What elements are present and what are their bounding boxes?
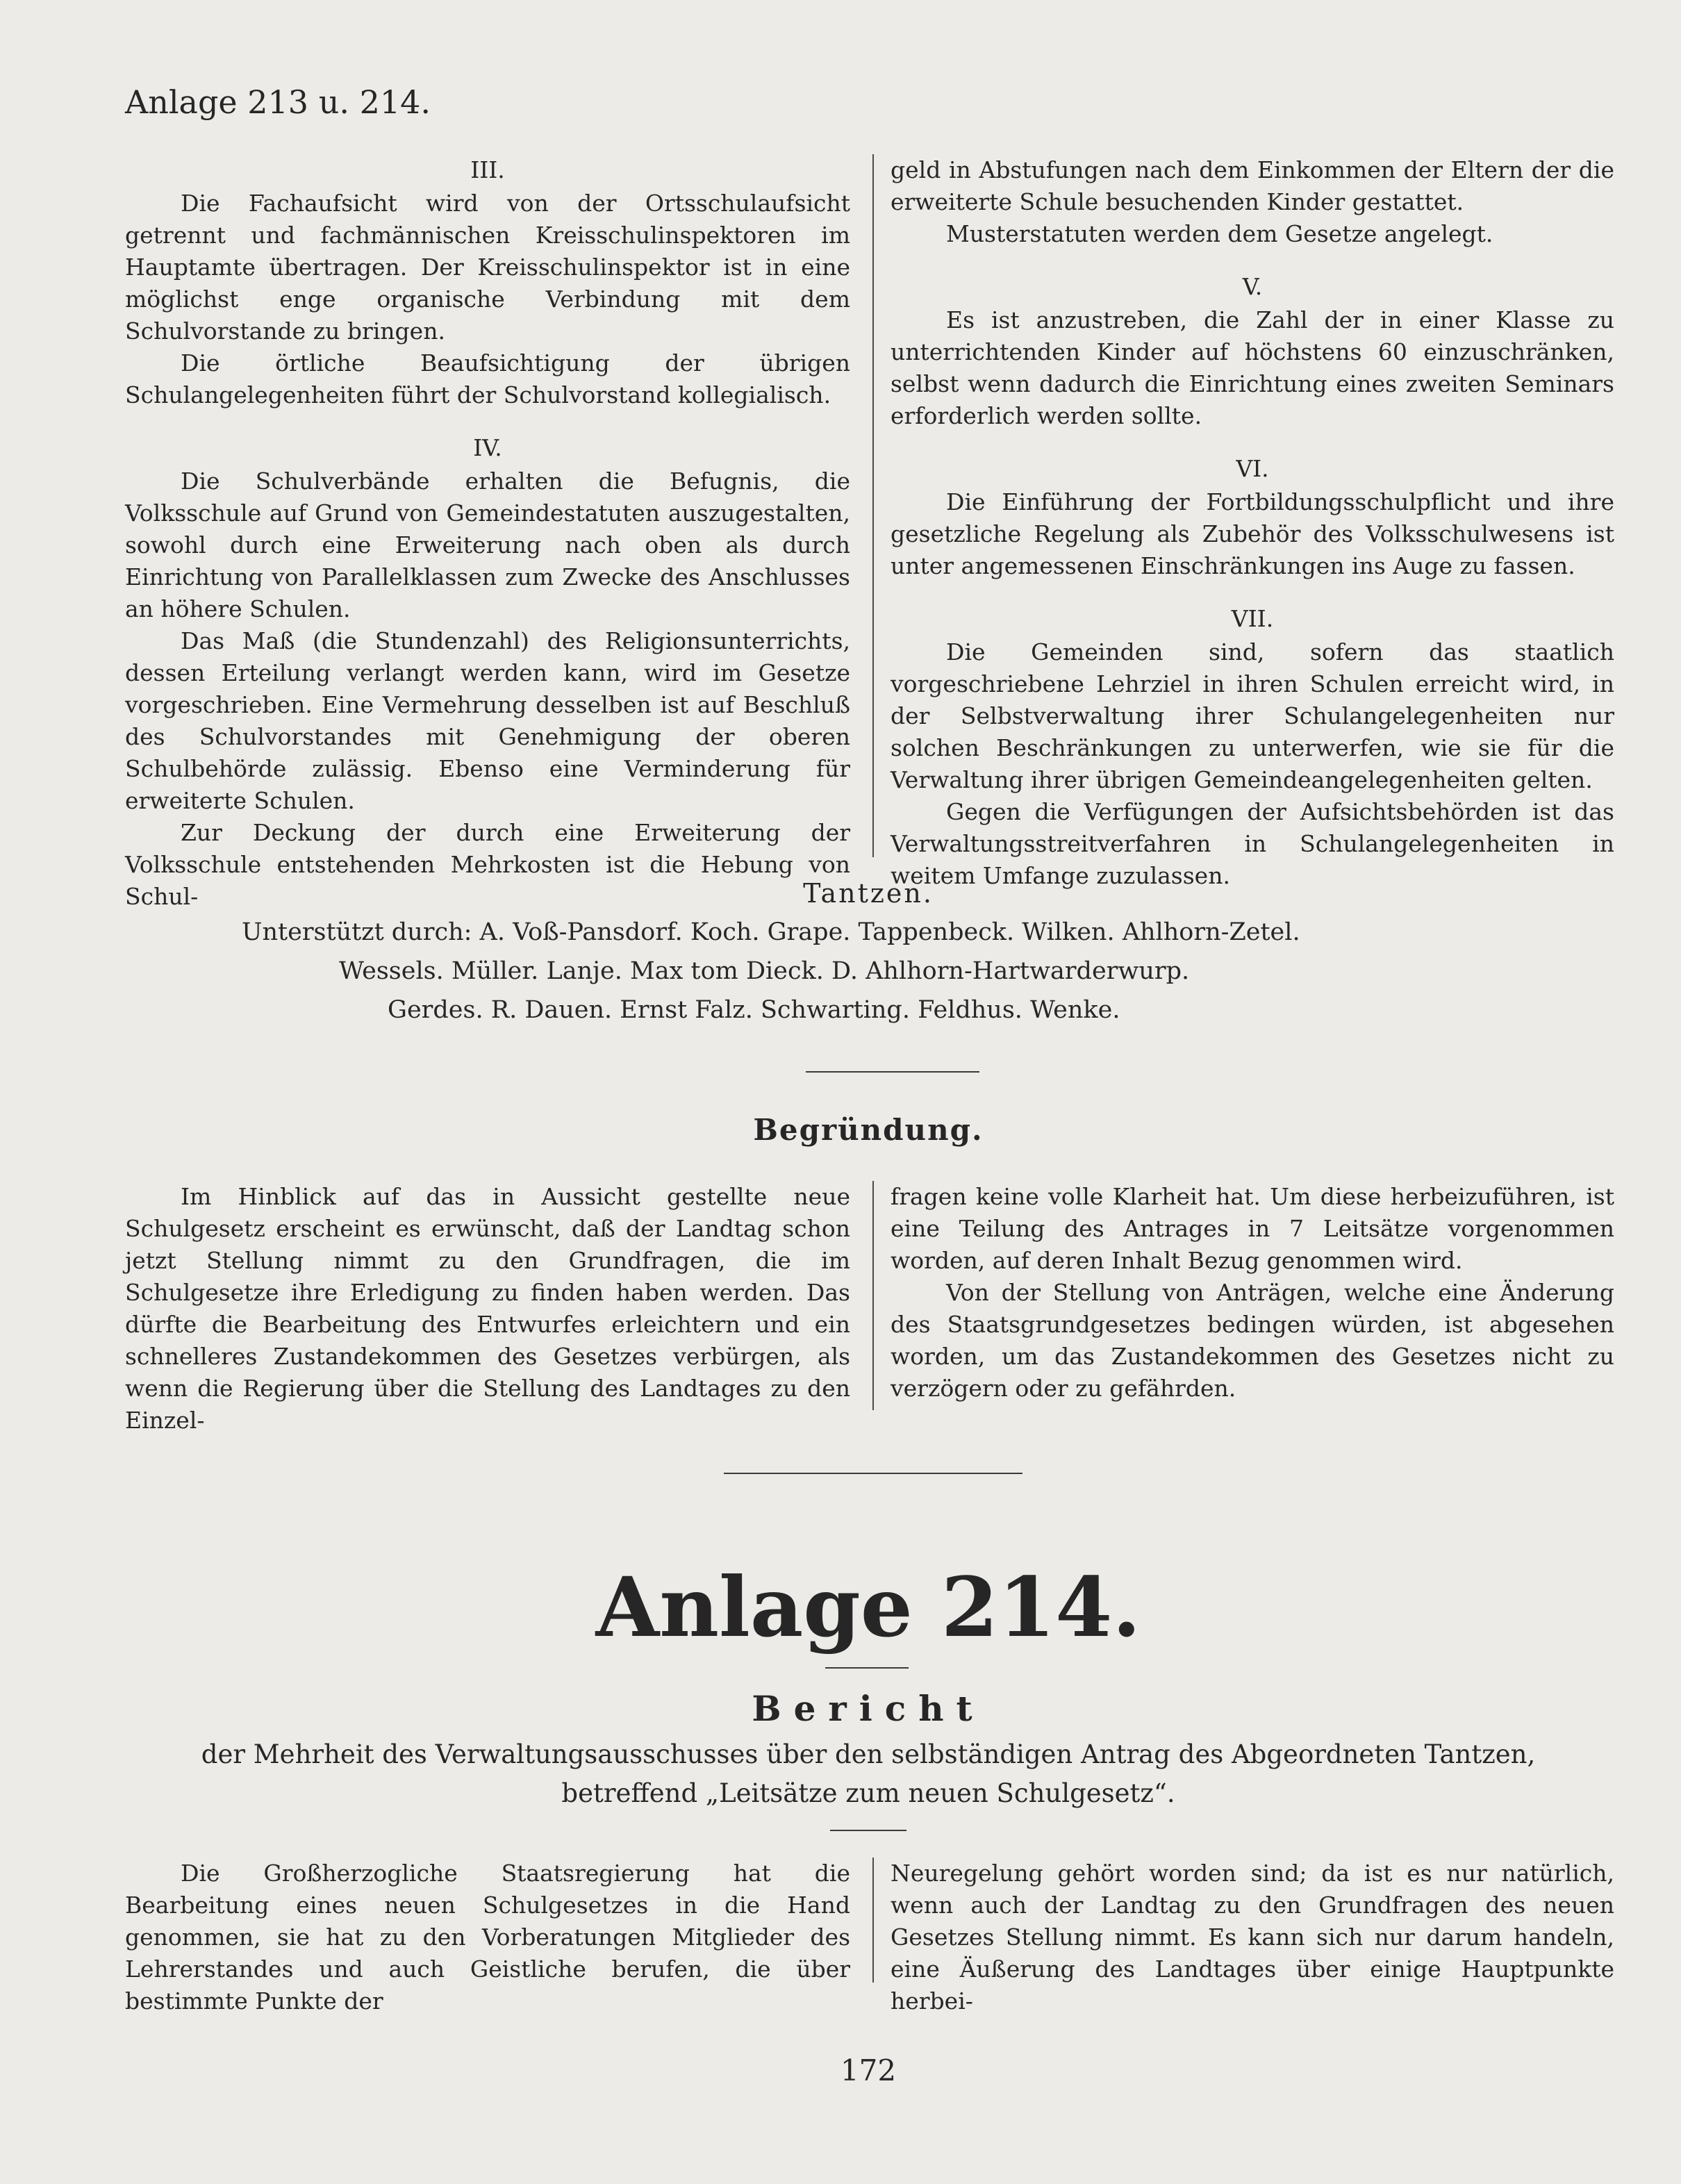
justification-right-column xyxy=(891,1181,1614,1405)
left-column xyxy=(125,154,850,913)
paragraph: Musterstatuten werden dem Gesetze angelegt. xyxy=(946,220,1493,247)
report-subtitle-1: der Mehrheit des Verwaltungsausschusses über den selbständigen Antrag des Abgeordneten Tantzen, xyxy=(201,1739,1536,1769)
paragraph: Die Fachaufsicht wird von der Ortsschulaufsicht getrennt und fachmännischen Kreisschulinspektoren im Hauptamte übertragen. Der Kreisschulinspektor ist in eine möglichst enge organische Verbindung mit dem Schulvorstande zu bringen. xyxy=(125,190,850,345)
justification-title: Begründung. xyxy=(753,1113,984,1147)
subtitle-rule xyxy=(830,1830,906,1831)
divider-rule xyxy=(806,1071,979,1073)
report-title: Bericht xyxy=(752,1688,985,1729)
section-gap xyxy=(891,250,1614,271)
author-name: Tantzen. xyxy=(803,878,934,909)
title-rule xyxy=(825,1667,909,1669)
section-gap xyxy=(891,582,1614,603)
paragraph: Die Einführung der Fortbildungsschulpflicht und ihre gesetzliche Regelung als Zubehör des Volksschulwesens ist unter angemessenen Einschränkungen ins Auge zu fassen. xyxy=(891,488,1614,579)
report-left-paragraph: Die Großherzogliche Staatsregierung hat die Bearbeitung eines neuen Schulgesetzes in die Hand genommen, sie hat zu den Vorberatungen Mitglieder des Lehrerstandes und auch Geistliche berufen, die über bestimmte Punkte der xyxy=(125,1860,850,2015)
paragraph: Die örtliche Beaufsichtigung der übrigen Schulangelegenheiten führt der Schulvorstand kollegialisch. xyxy=(125,349,850,408)
section-heading: V. xyxy=(1242,273,1263,300)
paragraph: Es ist anzustreben, die Zahl der in einer Klasse zu unterrichtenden Kinder auf höchstens 60 einzuschränken, selbst wenn dadurch die Einrichtung eines zweiten Seminars erforderlich werden sollte. xyxy=(891,306,1614,429)
paragraph: Von der Stellung von Anträgen, welche eine Änderung des Staatsgrundgesetzes bedingen würden, ist abgesehen worden, um das Zustandekommen des Gesetzes nicht zu verzögern oder zu gefährden. xyxy=(891,1279,1614,1402)
section-heading: VII. xyxy=(1231,605,1274,632)
section-gap xyxy=(125,411,850,432)
paragraph: Das Maß (die Stundenzahl) des Religionsunterrichts, dessen Erteilung verlangt werden kann, wird im Gesetze vorgeschrieben. Eine Vermehrung desselben ist auf Beschluß des Schulvorstandes mit Genehmigung der oberen Schulbehörde zulässig. Ebenso eine Verminderung für erweiterte Schulen. xyxy=(125,627,850,814)
section-rule xyxy=(724,1473,1022,1474)
justification-paragraph: Im Hinblick auf das in Aussicht gestellte neue Schulgesetz erscheint es erwünscht, daß der Landtag schon jetzt Stellung nimmt zu den Grundfragen, die im Schulgesetze ihre Erledigung zu finden haben werden. Das dürfte die Bearbeitung des Entwurfes erleichtern und ein schnelleres Zustandekommen des Gesetzes verbürgen, als wenn die Regierung über die Stellung des Landtages zu den Einzel- xyxy=(125,1183,850,1434)
section-heading: III. xyxy=(470,156,505,183)
column-divider-2 xyxy=(872,1181,874,1410)
paragraph: Die Schulverbände erhalten die Befugnis, die Volksschule auf Grund von Gemeindestatuten auszugestalten, sowohl durch eine Erweiterung nach oben als durch Einrichtung von Parallelklassen zum Zwecke des Anschlusses an höhere Schulen. xyxy=(125,468,850,622)
section-heading: IV. xyxy=(473,434,502,461)
section-heading: VI. xyxy=(1236,455,1269,482)
running-head: Anlage 213 u. 214. xyxy=(125,83,431,121)
column-divider-3 xyxy=(872,1858,874,1983)
section-gap xyxy=(891,432,1614,453)
report-subtitle-2: betreffend „Leitsätze zum neuen Schulgesetz“. xyxy=(561,1778,1175,1808)
paragraph: geld in Abstufungen nach dem Einkommen der Eltern der die erweiterte Schule besuchenden Kinder gestattet. xyxy=(891,156,1614,215)
paragraph: Die Gemeinden sind, sofern das staatlich vorgeschriebene Lehrziel in ihren Schulen erreicht wird, in der Selbstverwaltung ihrer Schulangelegenheiten nur solchen Beschränkungen zu unterwerfen, wie sie für die Verwaltung ihrer übrigen Gemeindeangelegenheiten gelten. xyxy=(891,638,1614,793)
page-number: 172 xyxy=(840,2053,897,2087)
anlage-214-title: Anlage 214. xyxy=(595,1559,1141,1655)
report-left-column xyxy=(125,1858,850,2017)
column-divider xyxy=(872,154,874,857)
paragraph: Zur Deckung der durch eine Erweiterung der Volksschule entstehenden Mehrkosten ist die Hebung von Schul- xyxy=(125,819,850,910)
supporters-line-3: Gerdes. R. Dauen. Ernst Falz. Schwarting. Feldhus. Wenke. xyxy=(388,996,1120,1024)
paragraph: Gegen die Verfügungen der Aufsichtsbehörden ist das Verwaltungsstreitverfahren in Schulangelegenheiten in weitem Umfange zuzulassen. xyxy=(891,798,1614,889)
paragraph: fragen keine volle Klarheit hat. Um diese herbeizuführen, ist eine Teilung des Antrages in 7 Leitsätze vorgenommen worden, auf deren Inhalt Bezug genommen wird. xyxy=(891,1183,1614,1274)
justification-left-column xyxy=(125,1181,850,1437)
report-right-column xyxy=(891,1858,1614,2017)
supporters-line-1: Unterstützt durch: A. Voß-Pansdorf. Koch. Grape. Tappenbeck. Wilken. Ahlhorn-Zetel. xyxy=(242,918,1300,946)
right-column xyxy=(891,154,1614,892)
supporters-line-2: Wessels. Müller. Lanje. Max tom Dieck. D. Ahlhorn-Hartwarderwurp. xyxy=(339,957,1190,985)
report-right-paragraph: Neuregelung gehört worden sind; da ist es nur natürlich, wenn auch der Landtag zu den Grundfragen des neuen Gesetzes Stellung nimmt. Es kann sich nur darum handeln, eine Äußerung des Landtages über einige Hauptpunkte herbei- xyxy=(891,1860,1614,2015)
